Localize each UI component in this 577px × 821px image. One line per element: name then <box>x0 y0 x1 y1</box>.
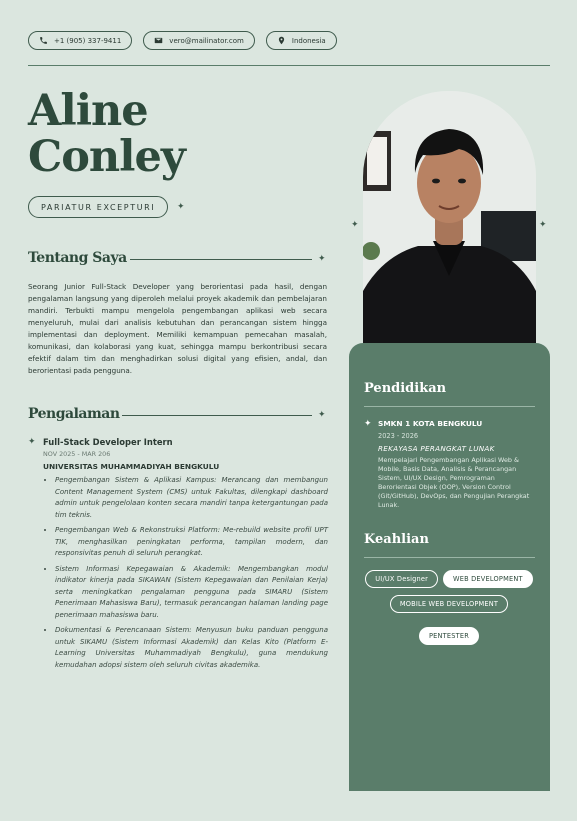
skill-chip: WEB DEVELOPMENT <box>443 570 533 588</box>
profile-photo <box>363 91 536 361</box>
mail-icon <box>154 36 163 45</box>
experience-divider <box>122 415 312 416</box>
skill-chip: UI/UX Designer <box>365 570 438 588</box>
skill-chip: PENTESTER <box>419 627 479 645</box>
job-title: Full-Stack Developer Intern <box>43 437 173 447</box>
sparkle-icon: ✦ <box>364 419 372 429</box>
email-pill[interactable] <box>143 31 255 50</box>
school-years: 2023 - 2026 <box>378 432 419 440</box>
phone-icon <box>39 36 48 45</box>
school-major: REKAYASA PERANGKAT LUNAK <box>378 444 495 453</box>
pin-icon <box>277 36 286 45</box>
phone-pill[interactable] <box>28 31 132 50</box>
sidebar-panel <box>349 343 550 791</box>
job-bullets <box>55 475 328 671</box>
sparkle-icon: ✦ <box>539 220 547 230</box>
full-name <box>28 88 185 180</box>
job-bullet: • Dokumentasi & Perencanaan Sistem: Menyusun buku panduan pengguna untuk SIKAMU (Sistem Informasi Akademik) dan Kelas Kito (Platform E-Learning Universitas Muhammadiyah Bengkulu), guna mendukung kemudahan adopsi sistem oleh seluruh civitas akademika. <box>55 625 328 671</box>
skills-divider <box>364 557 535 558</box>
sparkle-icon: ✦ <box>28 437 36 447</box>
role-badge: PARIATUR EXCEPTURI <box>28 196 168 218</box>
job-date: NOV 2025 - MAR 206 <box>43 450 111 458</box>
location-pill[interactable] <box>266 31 337 50</box>
skill-chip: MOBILE WEB DEVELOPMENT <box>390 595 508 613</box>
sparkle-icon: ✦ <box>177 202 185 212</box>
school-name: SMKN 1 KOTA BENGKULU <box>378 419 483 428</box>
about-text: Seorang Junior Full-Stack Developer yang berorientasi pada hasil, dengan pengalaman langsung yang diperoleh melalui proyek akademik dan pembelajaran mandiri. Terbukti mampu mengelola pengembangan aplikasi web secara menyeluruh, mulai dari analisis kebutuhan dan perancangan sistem hingga implementasi dan deployment. Memiliki kemampuan pemecahan masalah, komunikasi, dan kolaborasi yang kuat, sehingga mampu berkontribusi secara efektif dalam tim dan menghadirkan solusi digital yang efisien, andal, dan berorientasi pada pengguna. <box>28 282 327 375</box>
sparkle-icon: ✦ <box>318 410 326 420</box>
location-text: Indonesia <box>291 36 326 45</box>
education-divider <box>364 406 535 407</box>
about-title: Tentang Saya <box>28 250 127 266</box>
job-bullet: • Pengembangan Web & Rekonstruksi Platform: Me-rebuild website profil UPT TIK, menghasilkan peningkatan performa, tampilan modern, dan responsivitas penuh di seluruh perangkat. <box>55 525 328 560</box>
school-description: Mempelajari Pengembangan Aplikasi Web & Mobile, Basis Data, Analisis & Perancangan Sistem, UI/UX Design, Pemrograman Berorientasi Objek (OOP), Version Control (Git/GitHub), DevOps, dan Pengujian Perangkat Lunak. <box>378 456 530 509</box>
about-divider <box>130 259 312 260</box>
job-bullet: • Sistem Informasi Kepegawaian & Akademik: Mengembangkan modul indikator kinerja pada SIKAWAN (Sistem Kepegawaian dan Penilaian Kerja) serta meningkatkan pengalaman pengguna pada SIMARU (Sistem Penerimaan Mahasiswa Baru), termasuk perancangan halaman landing page penerimaan mahasiswa baru. <box>55 564 328 622</box>
portrait-illustration <box>363 91 536 361</box>
first-name: Aline <box>28 86 148 136</box>
job-bullet: • Pengembangan Sistem & Aplikasi Kampus: Merancang dan membangun Content Management System (CMS) untuk Fakultas, dilengkapi dashboard admin untuk pengelolaan konten secara mandiri tanpa ketergantungan pada tim teknis. <box>55 475 328 521</box>
experience-title: Pengalaman <box>28 406 120 422</box>
job-organization: UNIVERSITAS MUHAMMADIYAH BENGKULU <box>43 462 220 471</box>
education-entry <box>364 419 535 510</box>
job-entry <box>28 437 328 675</box>
last-name: Conley <box>28 132 185 182</box>
sparkle-icon: ✦ <box>351 220 359 230</box>
header-divider <box>28 65 550 66</box>
skills-title: Keahlian <box>364 532 429 547</box>
education-title: Pendidikan <box>364 381 447 396</box>
email-text: vero@mailinator.com <box>169 36 244 45</box>
skills-list <box>360 570 538 645</box>
sparkle-icon: ✦ <box>318 254 326 264</box>
phone-text: +1 (905) 337-9411 <box>54 36 122 45</box>
contact-bar <box>28 31 337 50</box>
